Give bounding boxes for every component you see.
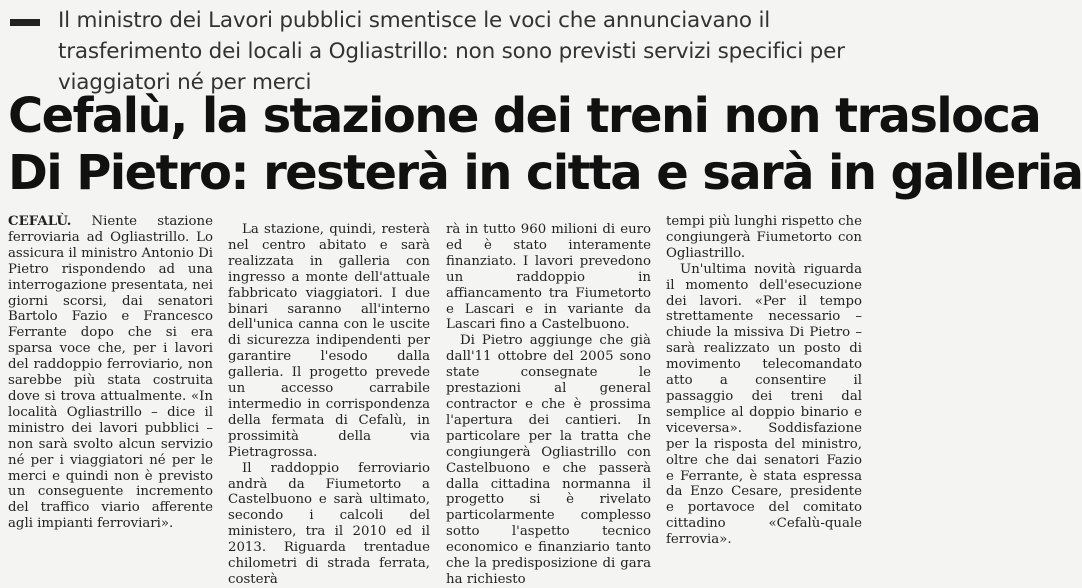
article-column-1 [8, 214, 213, 532]
dateline: CEFALÙ. [8, 214, 72, 229]
kicker-bar [10, 19, 40, 26]
article-column-2 [228, 222, 430, 587]
paragraph: Di Pietro aggiunge che già dall'11 ottobre del 2005 sono state consegnate le prestazioni al general contractor e che è prossima l'apertura dei cantieri. In particolare per la tratta che congiungerà Ogliastrillo con Castelbuono e che passerà dalla cittadina normanna il progetto si è rivelato particolarmente complesso sotto l'aspetto tecnico economico e finanziario tanto che la predisposizione di gara ha richiesto [446, 333, 651, 587]
headline-line-2: Di Pietro: resterà in citta e sarà in galleria [8, 145, 1082, 201]
paragraph: rà in tutto 960 milioni di euro ed è stato interamente finanziato. I lavori prevedono un raddoppio in affiancamento tra Fiumetorto e Lascari e in variante da Lascari fino a Castelbuono. [446, 222, 651, 333]
article-column-3 [446, 222, 651, 587]
headline [8, 88, 1082, 202]
paragraph: tempi più lunghi rispetto che congiungerà Fiumetorto con Ogliastrillo. [666, 214, 862, 261]
paragraph-text: Niente stazione ferroviaria ad Ogliastrillo. Lo assicura il ministro Antonio Di Pietro rispondendo ad una interrogazione presentata, nei giorni scorsi, dai senatori Bartolo Fazio e Francesco Ferrante dopo che si era sparsa voce che, per i lavori del raddoppio ferroviario, non sarebbe più stata costruita dove si trova attualmente. «In località Ogliastrillo – dice il ministro dei lavori pubblici – non sarà svolto alcun servizio né per i viaggiatori né per le merci e quindi non è previsto un conseguente incremento del traffico viario afferente agli impianti ferroviari». [8, 214, 213, 532]
article-column-4 [666, 214, 862, 548]
headline-line-1: Cefalù, la stazione dei treni non trasloca [8, 88, 1041, 144]
kicker: Il ministro dei Lavori pubblici smentisce le voci che annunciavano il trasferimento dei locali a Ogliastrillo: non sono previsti servizi specifici per viaggiatori né per merci [58, 8, 845, 95]
paragraph: Il raddoppio ferroviario andrà da Fiumetorto a Castelbuono e sarà ultimato, secondo i calcoli del ministero, tra il 2010 ed il 2013. Riguarda trentadue chilometri di strada ferrata, costerà [228, 460, 430, 587]
paragraph [8, 214, 213, 532]
paragraph: Un'ultima novità riguarda il momento dell'esecuzione dei lavori. «Per il tempo strettamente necessario – chiude la missiva Di Pietro – sarà realizzato un posto di movimento telecomandato atto a consentire il passaggio dei treni dal semplice al doppio binario e viceversa». Soddisfazione per la risposta del ministro, oltre che dai senatori Fazio e Ferrante, è stata espressa da Enzo Cesare, presidente e portavoce del comitato cittadino «Cefalù-quale ferrovia». [666, 261, 862, 548]
paragraph: La stazione, quindi, resterà nel centro abitato e sarà realizzata in galleria con ingresso a monte dell'attuale fabbricato viaggiatori. I due binari saranno all'interno dell'unica canna con le uscite di sicurezza indipendenti per garantire l'esodo dalla galleria. Il progetto prevede un accesso carrabile intermedio in corrispondenza della fermata di Cefalù, in prossimità della via Pietragrossa. [228, 222, 430, 460]
